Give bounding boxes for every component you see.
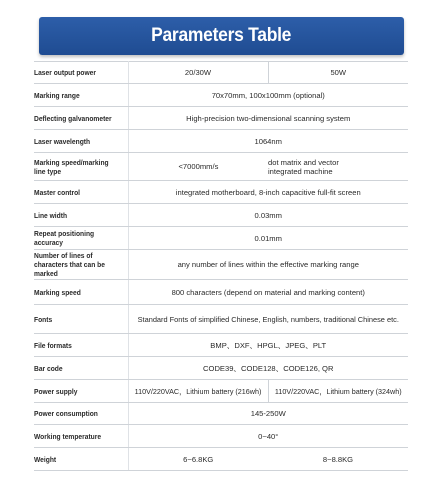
row-label: Power supply	[34, 380, 128, 403]
row-label: File formats	[34, 334, 128, 357]
table-row	[34, 280, 408, 305]
row-value: 8~8.8KG	[268, 448, 408, 471]
row-value: any number of lines within the effective marking range	[128, 250, 408, 280]
row-label: Fonts	[34, 305, 128, 334]
row-value: BMP、DXF、HPGL、JPEG、PLT	[128, 334, 408, 357]
row-label: Weight	[34, 448, 128, 471]
parameters-table	[34, 61, 408, 471]
row-label: Marking speed	[34, 280, 128, 305]
table-row	[34, 425, 408, 448]
table-row	[34, 380, 408, 403]
row-label: Bar code	[34, 357, 128, 380]
row-label: Number of lines of characters that can be marked	[34, 250, 128, 280]
row-label: Laser output power	[34, 62, 128, 84]
row-value: Standard Fonts of simplified Chinese, English, numbers, traditional Chinese etc.	[128, 305, 408, 334]
table-row	[34, 204, 408, 227]
row-value: 20/30W	[128, 62, 268, 84]
row-value: High-precision two-dimensional scanning system	[128, 107, 408, 130]
table-row	[34, 227, 408, 250]
row-value: 1064nm	[128, 130, 408, 153]
table-row	[34, 448, 408, 471]
table-row	[34, 403, 408, 425]
table-row	[34, 84, 408, 107]
row-value: 0.01mm	[128, 227, 408, 250]
row-value: 50W	[268, 62, 408, 84]
row-value: 800 characters (depend on material and marking content)	[128, 280, 408, 305]
row-label: Marking speed/marking line type	[34, 153, 128, 181]
table-row	[34, 250, 408, 280]
row-value: 110V/220VAC，Lithium battery (216wh)	[128, 380, 268, 403]
table-row	[34, 357, 408, 380]
table-row	[34, 153, 408, 181]
table-row	[34, 334, 408, 357]
table-row	[34, 107, 408, 130]
table-row	[34, 181, 408, 204]
row-label: Master control	[34, 181, 128, 204]
row-value: dot matrix and vector integrated machine	[268, 153, 408, 181]
row-value: 0~40°	[128, 425, 408, 448]
page-title: Parameters Table	[151, 25, 292, 46]
row-value: 0.03mm	[128, 204, 408, 227]
table-row	[34, 130, 408, 153]
title-banner	[39, 17, 404, 55]
row-label: Line width	[34, 204, 128, 227]
row-value: 145-250W	[128, 403, 408, 425]
row-value: 6~6.8KG	[128, 448, 268, 471]
table-row	[34, 62, 408, 84]
row-value: CODE39、CODE128、CODE126, QR	[128, 357, 408, 380]
row-value: integrated motherboard, 8-inch capacitive full-fit screen	[128, 181, 408, 204]
row-label: Repeat positioning accuracy	[34, 227, 128, 250]
row-label: Working temperature	[34, 425, 128, 448]
row-label: Deflecting galvanometer	[34, 107, 128, 130]
row-label: Laser wavelength	[34, 130, 128, 153]
row-value: 110V/220VAC，Lithium battery (324wh)	[268, 380, 408, 403]
row-label: Power consumption	[34, 403, 128, 425]
row-value: 70x70mm, 100x100mm (optional)	[128, 84, 408, 107]
row-label: Marking range	[34, 84, 128, 107]
row-value: <7000mm/s	[128, 153, 268, 181]
table-row	[34, 305, 408, 334]
